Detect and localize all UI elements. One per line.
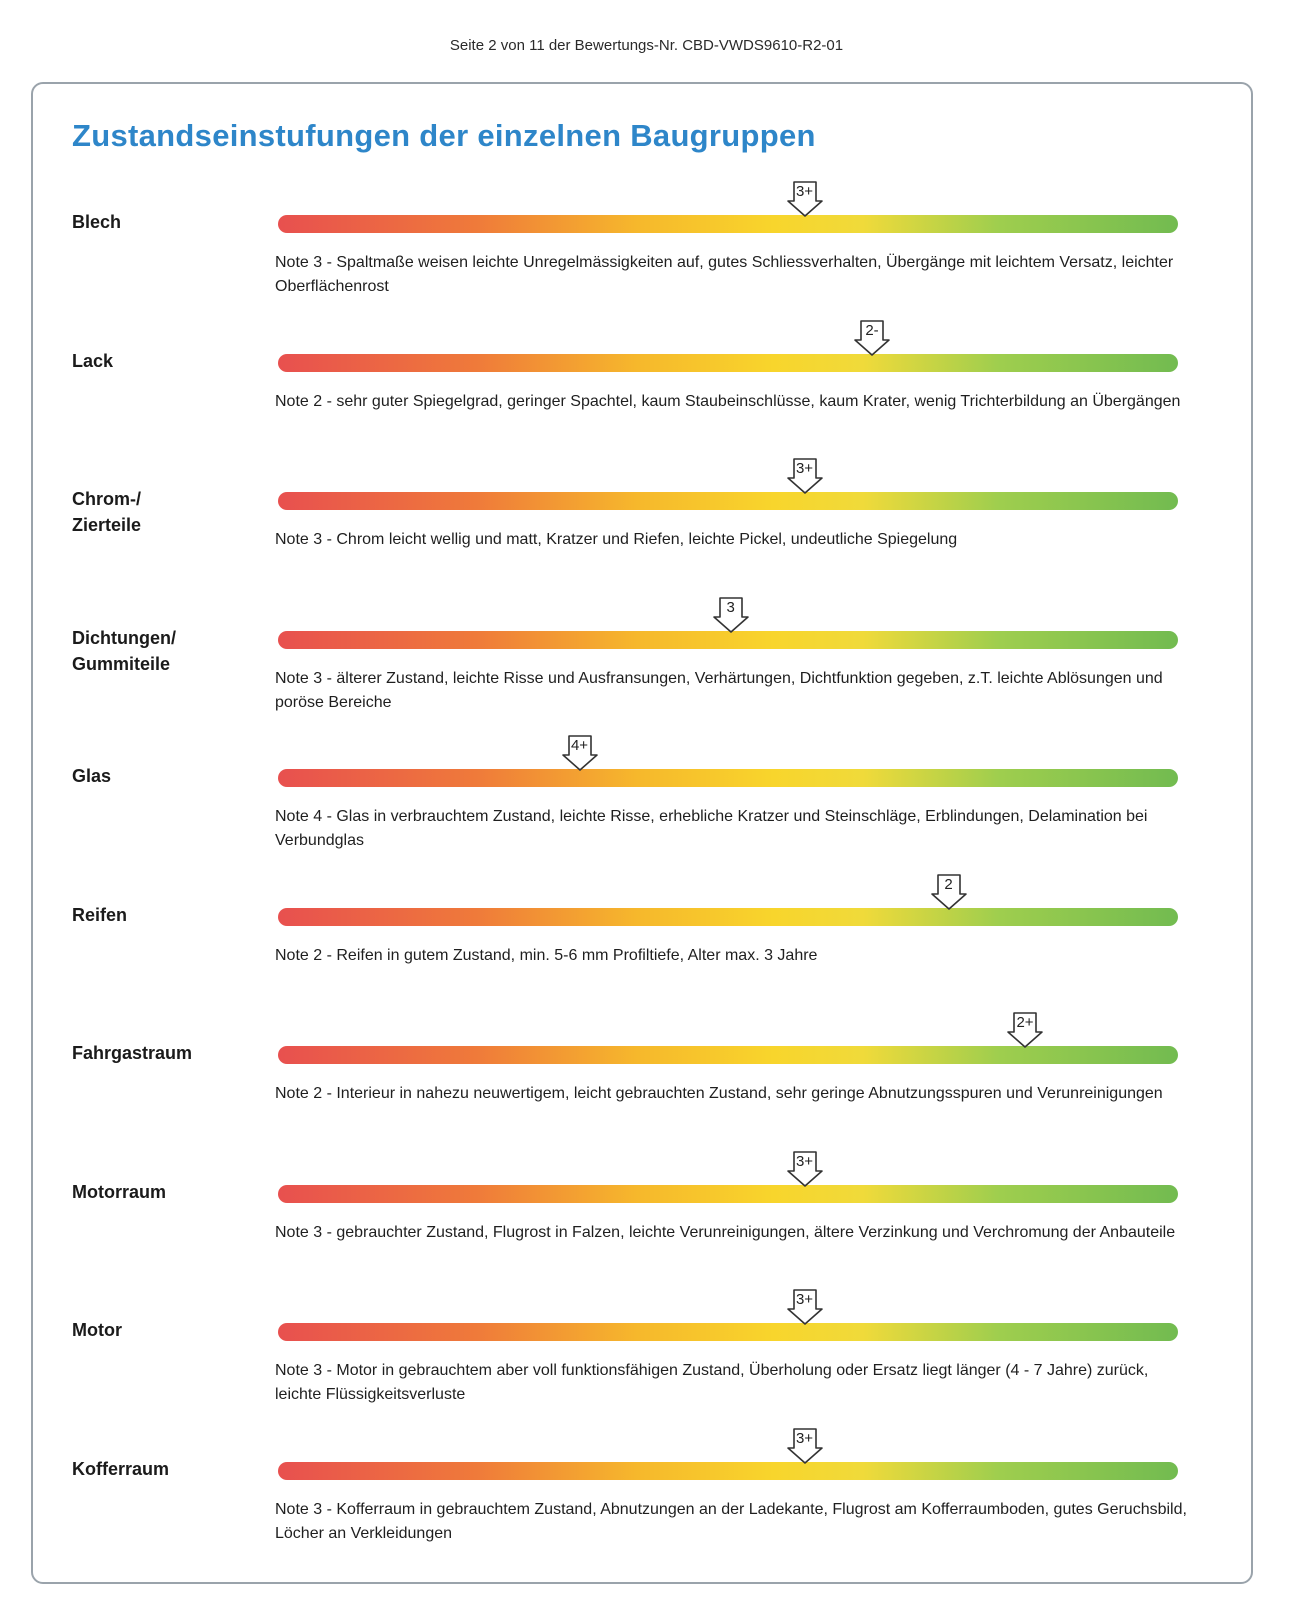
group-row xyxy=(0,183,1293,336)
page-header: Seite 2 von 11 der Bewertungs-Nr. CBD-VWDS9610-R2-01 xyxy=(449,37,844,54)
group-label: Glas xyxy=(72,766,112,786)
group-row xyxy=(0,599,1293,752)
grade-value: 2+ xyxy=(1016,1014,1034,1031)
grade-marker xyxy=(560,734,600,772)
group-label: Motor xyxy=(72,1320,122,1340)
grade-marker xyxy=(785,457,825,495)
grade-description: Note 2 - sehr guter Spiegelgrad, geringer Spachtel, kaum Staubeinschlüsse, kaum Krater, wenig Trichterbildung an Übergängen xyxy=(275,393,1181,410)
grade-value: 2 xyxy=(944,876,953,893)
group-row xyxy=(0,1291,1293,1444)
grade-marker xyxy=(785,1150,825,1188)
page-title: Zustandseinstufungen der einzelnen Baugruppen xyxy=(72,118,816,153)
grade-value: 2- xyxy=(865,322,879,339)
group-row xyxy=(0,737,1293,890)
grade-marker xyxy=(785,1288,825,1326)
group-label: Motorraum xyxy=(72,1182,166,1202)
grade-marker xyxy=(711,596,751,634)
group-row xyxy=(0,876,1293,1029)
grade-marker xyxy=(852,319,892,357)
grade-description: Note 3 - Spaltmaße weisen leichte Unregelmässigkeiten auf, gutes Schliessverhalten, Übergänge mit leichtem Versatz, leichter Oberflächenrost xyxy=(275,254,1174,295)
grade-description: Note 3 - gebrauchter Zustand, Flugrost in Falzen, leichte Verunreinigungen, ältere Verzinkung und Verchromung der Anbauteile xyxy=(275,1224,1176,1241)
grade-marker xyxy=(785,1427,825,1465)
grade-value: 3+ xyxy=(795,1430,814,1447)
group-row xyxy=(0,1014,1293,1167)
grade-value: 4+ xyxy=(570,737,589,754)
group-label: Chrom-/ Zierteile xyxy=(72,489,142,535)
group-row xyxy=(0,1430,1293,1583)
group-label: Fahrgastraum xyxy=(72,1043,193,1063)
grade-scale-bar xyxy=(278,1185,1178,1203)
grade-scale-bar xyxy=(278,492,1178,510)
grade-description: Note 2 - Interieur in nahezu neuwertigem, leicht gebrauchten Zustand, sehr geringe Abnutzungsspuren und Verunreinigungen xyxy=(275,1085,1163,1102)
grade-description: Note 3 - Chrom leicht wellig und matt, Kratzer und Riefen, leichte Pickel, undeutliche Spiegelung xyxy=(275,531,958,548)
grade-description: Note 3 - Kofferraum in gebrauchtem Zustand, Abnutzungen an der Ladekante, Flugrost am Kofferraumboden, gutes Geruchsbild, Löcher an Verkleidungen xyxy=(275,1501,1187,1542)
group-label: Lack xyxy=(72,351,114,371)
grade-value: 3+ xyxy=(795,460,814,477)
grade-description: Note 4 - Glas in verbrauchtem Zustand, leichte Risse, erhebliche Kratzer und Steinschläge, Erblindungen, Delamination bei Verbundglas xyxy=(275,808,1148,849)
grade-marker xyxy=(785,180,825,218)
grade-description: Note 3 - älterer Zustand, leichte Risse und Ausfransungen, Verhärtungen, Dichtfunktion gegeben, z.T. leichte Ablösungen und poröse Bereiche xyxy=(275,670,1163,711)
grade-scale-bar xyxy=(278,1323,1178,1341)
grade-value: 3+ xyxy=(795,1153,814,1170)
grade-value: 3+ xyxy=(795,183,814,200)
grade-scale-bar xyxy=(278,1462,1178,1480)
grade-scale-bar xyxy=(278,354,1178,372)
grade-scale-bar xyxy=(278,769,1178,787)
grade-description: Note 2 - Reifen in gutem Zustand, min. 5-6 mm Profiltiefe, Alter max. 3 Jahre xyxy=(275,947,818,964)
grade-description: Note 3 - Motor in gebrauchtem aber voll funktionsfähigen Zustand, Überholung oder Ersatz liegt länger (4 - 7 Jahre) zurück, leichte Flüssigkeitsverluste xyxy=(275,1362,1149,1403)
group-row xyxy=(0,460,1293,613)
group-row xyxy=(0,322,1293,475)
group-label: Blech xyxy=(72,212,122,232)
grade-marker xyxy=(1005,1011,1045,1049)
grade-value: 3+ xyxy=(795,1291,814,1308)
grade-scale-bar xyxy=(278,215,1178,233)
group-label: Dichtungen/ Gummiteile xyxy=(72,628,176,674)
group-label: Reifen xyxy=(72,905,128,925)
grade-scale-bar xyxy=(278,908,1178,926)
grade-marker xyxy=(929,873,969,911)
group-label: Kofferraum xyxy=(72,1459,170,1479)
group-row xyxy=(0,1153,1293,1306)
grade-value: 3 xyxy=(726,599,735,616)
